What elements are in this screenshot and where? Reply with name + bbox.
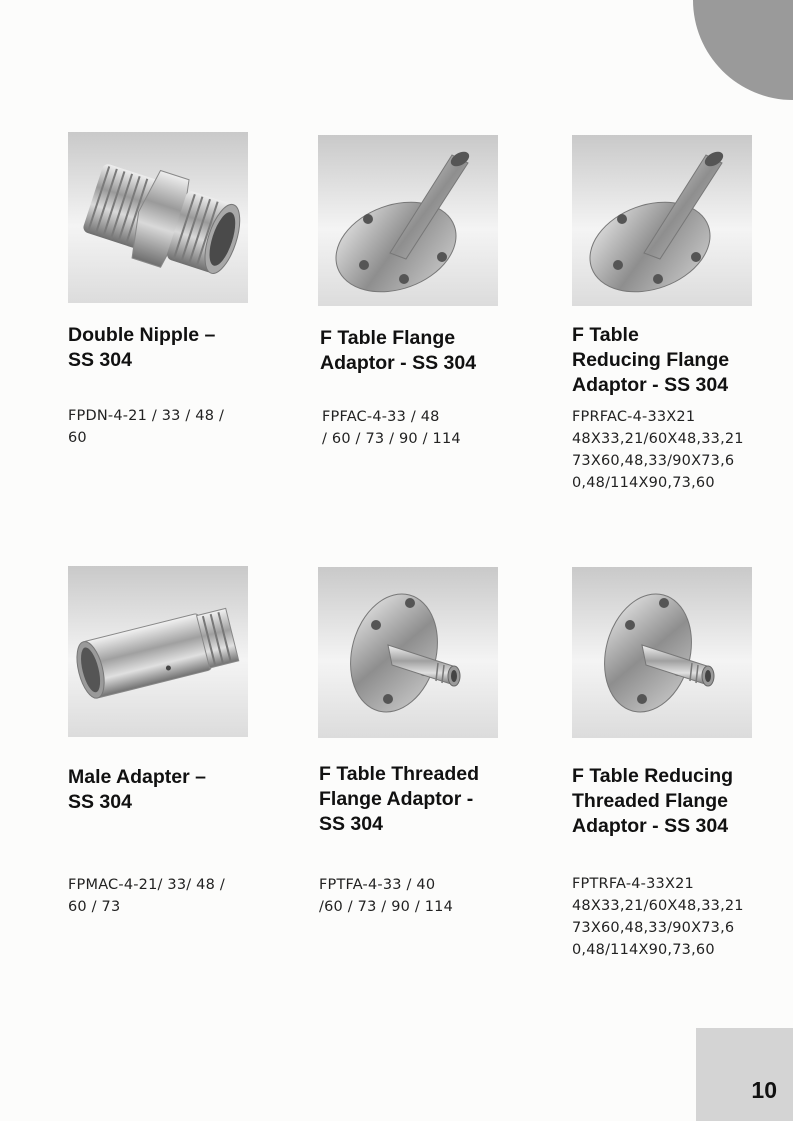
product-title: F Table Threaded Flange Adaptor - SS 304 (319, 763, 479, 835)
threaded-flange-adaptor-image (318, 567, 498, 738)
product-code: FPRFAC-4-33X21 48X33,21/60X48,33,21 73X60,48,33/90X73,6 0,48/114X90,73,60 (572, 409, 744, 491)
page-number: 10 (751, 1077, 777, 1103)
reducing-flange-adaptor-image (572, 135, 752, 306)
product-code: FPMAC-4-21/ 33/ 48 / 60 / 73 (68, 877, 225, 915)
product-title: Male Adapter – SS 304 (68, 766, 206, 813)
product-code: FPDN-4-21 / 33 / 48 / 60 (68, 408, 225, 446)
corner-decoration-top (693, 0, 793, 100)
product-title: F Table Reducing Threaded Flange Adaptor - SS 304 (572, 765, 734, 837)
product-code: FPFAC-4-33 / 48 / 60 / 73 / 90 / 114 (322, 409, 461, 447)
product-title: F Table Flange Adaptor - SS 304 (320, 327, 477, 374)
product-title: F Table Reducing Flange Adaptor - SS 304 (572, 324, 730, 396)
product-code: FPTFA-4-33 / 40 /60 / 73 / 90 / 114 (319, 877, 454, 915)
male-adapter-image (68, 566, 248, 737)
corner-decoration-bottom (696, 1028, 793, 1121)
product-title: Double Nipple – SS 304 (68, 324, 216, 371)
double-nipple-image (68, 132, 248, 303)
flange-adaptor-image (318, 135, 498, 306)
product-code: FPTRFA-4-33X21 48X33,21/60X48,33,21 73X60,48,33/90X73,6 0,48/114X90,73,60 (572, 876, 744, 958)
reducing-threaded-flange-adaptor-image (572, 567, 752, 738)
